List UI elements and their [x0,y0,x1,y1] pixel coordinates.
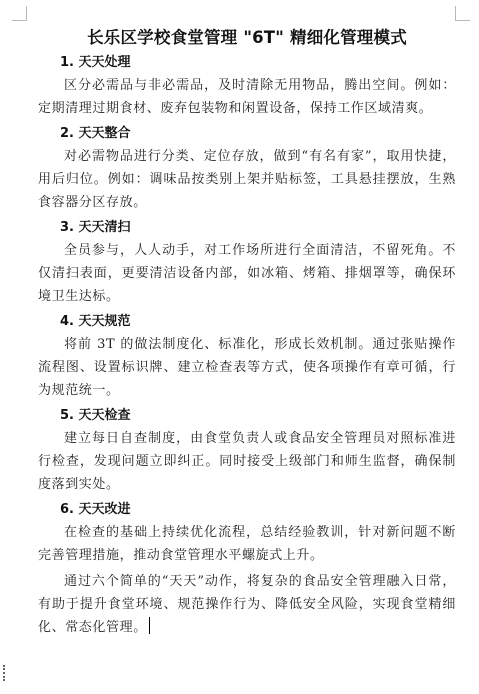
section-heading: 1. 天天处理 [60,55,131,70]
section-paragraph: 对必需物品进行分类、定位存放，做到“有名有家”，取用快捷，用后归位。例如：调味品按类别上架并贴标签，工具悬挂摆放，生熟食容器分区存放。 [38,149,456,210]
conclusion-paragraph [38,570,456,639]
document-title: 长乐区学校食堂管理 "6T" 精细化管理模式 [87,28,407,47]
section-4 [38,311,456,402]
margin-marker [3,665,7,681]
section-paragraph: 区分必需品与非必需品，及时清除无用物品，腾出空间。例如：定期清理过期食材、废弃包装物和闲置设备，保持工作区域清爽。 [38,78,456,116]
section-paragraph: 全员参与，人人动手，对工作场所进行全面清洁，不留死角。不仅清扫表面，更要清洁设备内部，如冰箱、烤箱、排烟罩等，确保环境卫生达标。 [38,243,456,304]
section-heading: 5. 天天检查 [60,408,131,423]
section-paragraph: 在检查的基础上持续优化流程，总结经验教训，针对新问题不断完善管理措施，推动食堂管理水平螺旋式上升。 [38,525,456,563]
page-corner-mark-top-right [455,6,470,21]
section-paragraph: 将前 3T 的做法制度化、标准化，形成长效机制。通过张贴操作流程图、设置标识牌、建立检查表等方式，使各项操作有章可循，行为规范统一。 [38,337,456,398]
section-3 [38,217,456,308]
conclusion-text: 通过六个简单的“天天”动作，将复杂的食品安全管理融入日常，有助于提升食堂环境、规范操作行为、降低安全风险，实现食堂精细化、常态化管理。 [38,574,456,635]
section-2 [38,123,456,214]
section-heading: 2. 天天整合 [60,126,131,141]
section-5 [38,405,456,496]
document-body[interactable] [38,24,456,642]
section-heading: 4. 天天规范 [60,314,131,329]
page-corner-mark-top-left [12,6,27,21]
section-6 [38,499,456,639]
section-heading: 3. 天天清扫 [60,220,131,235]
text-cursor [149,617,151,634]
section-heading: 6. 天天改进 [60,502,131,517]
section-1 [38,52,456,120]
section-paragraph: 建立每日自查制度，由食堂负责人或食品安全管理员对照标准进行检查，发现问题立即纠正。同时接受上级部门和师生监督，确保制度落到实处。 [38,431,456,492]
